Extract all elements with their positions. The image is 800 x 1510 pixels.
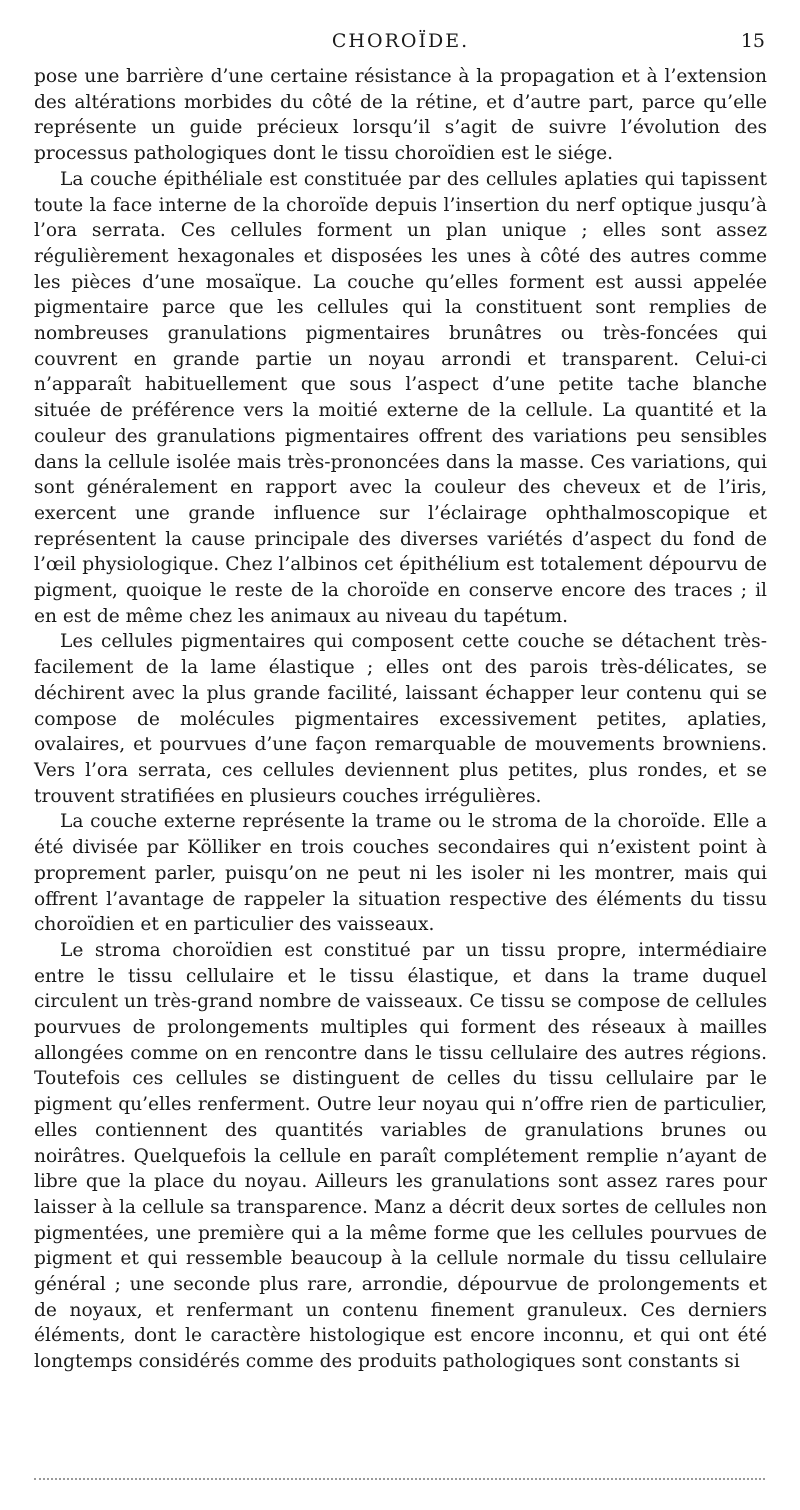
paragraph-couche-epitheliale: La couche épithéliale est constituée par des cellules aplaties qui tapissent toute la face interne de la choroïde depuis l’insertion du nerf optique jusqu’à l’ora serrata. Ces cellules forment un plan unique ; elles sont assez régulièrement hexagonales et disposées les unes à côté des autres comme les pièces d’une mosaïque. La couche qu’elles forment est aussi appelée pigmentaire parce que les cellules qui la constituent sont remplies de nombreuses granulations pigmentaires brunâtres ou très-foncées qui couvrent en grande partie un noyau arrondi et transparent. Celui-ci n’apparaît habituellement que sous l’aspect d’une petite tache blanche située de préférence vers la moitié externe de la cellule. La quantité et la couleur des granulations pigmentaires offrent des variations peu sensibles dans la cellule isolée mais très-prononcées dans la masse. Ces variations, qui sont généralement en rapport avec la couleur des cheveux et de l’iris, exercent une grande influence sur l’éclairage ophthalmoscopique et représentent la cause principale des diverses variétés d’aspect du fond de l’œil physiologique. Chez l’albinos cet épithélium est totalement dépourvu de pigment, quoique le reste de la choroïde en conserve encore des traces ; il en est de même chez les animaux au niveau du tapétum. bbox=[34, 168, 767, 627]
page-number: 15 bbox=[740, 30, 765, 52]
paragraph-stroma-choroidien: Le stroma choroïdien est constitué par un tissu propre, intermédiaire entre le tissu cellulaire et le tissu élastique, et dans la trame duquel circulent un très-grand nombre de vaisseaux. Ce tissu se compose de cellules pourvues de prolongements multiples qui forment des réseaux à mailles allongées comme on en rencontre dans le tissu cellulaire des autres régions. Toutefois ces cellules se distinguent de celles du tissu cellulaire par le pigment qu’elles renferment. Outre leur noyau qui n’offre rien de particulier, elles contiennent des quantités variables de granulations brunes ou noirâtres. Quelquefois la cellule en paraît complétement remplie n’ayant de libre que la place du noyau. Ailleurs les granulations sont assez rares pour laisser à la cellule sa transparence. Manz a décrit deux sortes de cellules non pigmentées, une première qui a la même forme que les cellules pourvues de pigment et qui ressemble beaucoup à la cellule normale du tissu cellulaire général ; une seconde plus rare, arrondie, dépourvue de prolongements et de noyaux, et renfermant un contenu finement granuleux. Ces derniers éléments, dont le caractère histologique est encore inconnu, et qui ont été longtemps considérés comme des produits pathologiques sont constants si bbox=[34, 939, 767, 1373]
running-title: CHOROÏDE. bbox=[331, 30, 470, 52]
paragraph-continuation: pose une barrière d’une certaine résistance à la propagation et à l’extension des altérations morbides du côté de la rétine, et d’autre part, parce qu’elle représente un guide précieux lorsqu’il s’agit de suivre l’évolution des processus pathologiques dont le tissu choroïdien est le siége. bbox=[34, 66, 767, 165]
paragraph-couche-externe: La couche externe représente la trame ou le stroma de la choroïde. Elle a été divisée par Kölliker en trois couches secondaires qui n’existent point à proprement parler, puisqu’on ne peut ni les isoler ni les montrer, mais qui offrent l’avantage de rappeler la situation respective des éléments du tissu choroïdien et en particulier des vaisseaux. bbox=[34, 811, 767, 936]
paragraph-cellules-pigmentaires: Les cellules pigmentaires qui composent cette couche se détachent très-facilement de la lame élastique ; elles ont des parois très-délicates, se déchirent avec la plus grande facilité, laissant échapper leur contenu qui se compose de molécules pigmentaires excessivement petites, aplaties, ovalaires, et pourvues d’une façon remarquable de mouvements browniens. Vers l’ora serrata, ces cellules deviennent plus petites, plus rondes, et se trouvent stratifiées en plusieurs couches irrégulières. bbox=[34, 631, 767, 807]
footer-rule bbox=[34, 1478, 765, 1480]
page-header bbox=[34, 30, 767, 64]
document-page bbox=[34, 30, 767, 1375]
